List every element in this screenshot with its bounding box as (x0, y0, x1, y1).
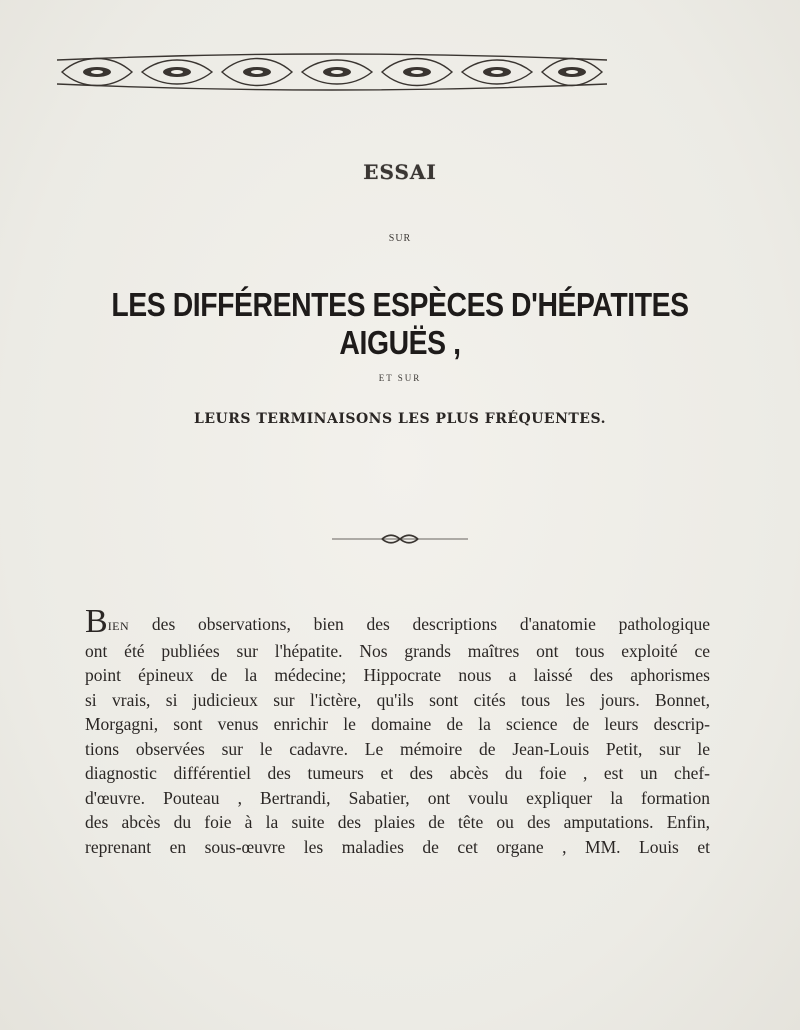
paragraph-line: diagnostic différentiel des tumeurs et des abcès du foie , est un chef- (85, 763, 710, 783)
paragraph-line: si vrais, si judicieux sur l'ictère, qu'ils sont cités tous les jours. Bonnet, (85, 689, 710, 710)
et-sur-label: ET SUR (378, 373, 422, 383)
sur-label: SUR (388, 233, 412, 244)
body-paragraph (85, 603, 710, 859)
paragraph-line-text: des observations, bien des descriptions d'anatomie pathologique (129, 614, 710, 634)
essai-heading: ESSAI (363, 160, 437, 184)
paragraph-line: des abcès du foie à la suite des plaies de tête ou des amputations. Enfin, (85, 812, 710, 832)
first-word-rest: IEN (107, 619, 130, 633)
paragraph-line: d'œuvre. Pouteau , Bertrandi, Sabatier, ont voulu expliquer la formation (85, 787, 710, 808)
paragraph-line: reprenant en sous-œuvre les maladies de cet organe , MM. Louis et (85, 836, 710, 857)
subtitle: LEURS TERMINAISONS LES PLUS FRÉQUENTES. (194, 411, 606, 427)
drop-cap: B (85, 603, 108, 640)
paragraph-line (85, 603, 710, 640)
paragraph-line: ont été publiées sur l'hépatite. Nos grands maîtres ont tous exploité ce (85, 640, 710, 661)
main-title: LES DIFFÉRENTES ESPÈCES D'HÉPATITES AIGUËS , (111, 286, 689, 361)
ornamental-headband-icon (52, 46, 612, 98)
paragraph-line: Morgagni, sont venus enrichir le domaine de la science de leurs descrip- (85, 714, 710, 734)
paragraph-line: tions observées sur le cadavre. Le mémoire de Jean-Louis Petit, sur le (85, 738, 710, 759)
paragraph-line: point épineux de la médecine; Hippocrate nous a laissé des aphorismes (85, 665, 710, 685)
fleuron-divider-icon (332, 534, 468, 544)
